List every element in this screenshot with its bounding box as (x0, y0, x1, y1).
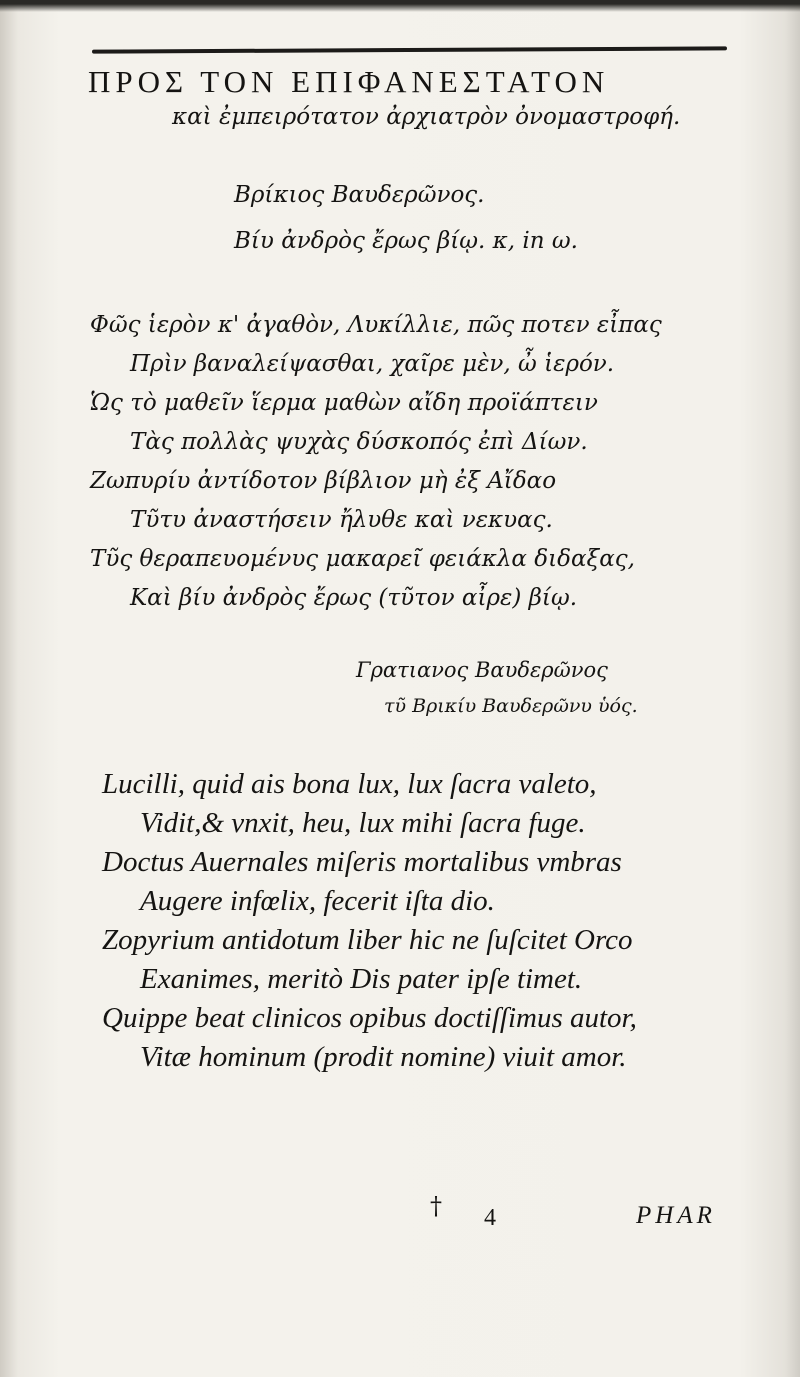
signature-mark: † (430, 1192, 442, 1220)
page-heading: ΠΡΟΣ ΤΟΝ ΕΠΙΦΑΝΕΣΤΑΤΟΝ (88, 64, 610, 99)
latin-verse: Zopyrium antidotum liber hic ne ſuſcitet Orco (102, 924, 633, 956)
header-rule (92, 46, 727, 53)
latin-verse: Vitæ hominum (prodit nomine) viuit amor. (140, 1041, 627, 1073)
greek-verse: Τὰς πολλὰς ψυχὰς δύσκοπός ἐπὶ Δίων. (130, 429, 588, 455)
latin-verse: Doctus Auernales miſeris mortalibus vmbras (102, 846, 622, 878)
greek-verse: Πρὶν βαναλείψασθαι, χαῖρε μὲν, ὦ ἱερόν. (130, 351, 615, 377)
greek-verse: Ζωπυρίυ ἀντίδοτον βίβλιον μὴ ἐξ Αἴδαο (90, 468, 557, 494)
latin-verse: Lucilli, quid ais bona lux, lux ſacra valeto, (102, 768, 597, 800)
greek-verse: Ὡς τὸ μαθεῖν ἵερμα μαθὼν αἴδη προϊάπτειν (90, 390, 598, 416)
greek-verse: Τῦς θεραπευομένυς μακαρεῖ φειάκλα διδαξας, (90, 546, 635, 572)
greek-verse: Τῦτυ ἀναστήσειν ἤλυθε καὶ νεκυας. (130, 507, 553, 533)
signature-relation: τῦ Βρικίυ Βαυδερῶνυ ὑός. (384, 695, 638, 717)
greek-verse: Φῶς ἱερὸν κ' ἀγαθὸν, Λυκίλλιε, πῶς ποτεν εἶπας (90, 312, 662, 338)
latin-verse: Augere infœlix, fecerit iſta dio. (140, 885, 495, 917)
latin-verse: Vidit,& vnxit, heu, lux mihi ſacra fuge. (140, 807, 586, 839)
page-number: 4 (484, 1205, 496, 1231)
page-subheading: καὶ ἐμπειρότατον ἀρχιατρὸν ὀνομαστροφή. (172, 104, 681, 130)
anagram-motto: Βίυ ἀνδρὸς ἔρως βίῳ. κ, in ω. (234, 228, 578, 254)
page-top-edge (0, 0, 800, 12)
latin-verse: Exanimes, meritò Dis pater ipſe timet. (140, 963, 583, 995)
honoree-name: Βρίκιος Βαυδερῶνος. (234, 182, 485, 208)
latin-verse: Quippe beat clinicos opibus doctiſſimus autor, (102, 1002, 637, 1034)
catchword: PHAR (636, 1202, 716, 1229)
signature-name: Γρατιανος Βαυδερῶνος (356, 658, 608, 682)
greek-verse: Καὶ βίυ ἀνδρὸς ἔρως (τῦτον αἶρε) βίῳ. (130, 585, 578, 611)
